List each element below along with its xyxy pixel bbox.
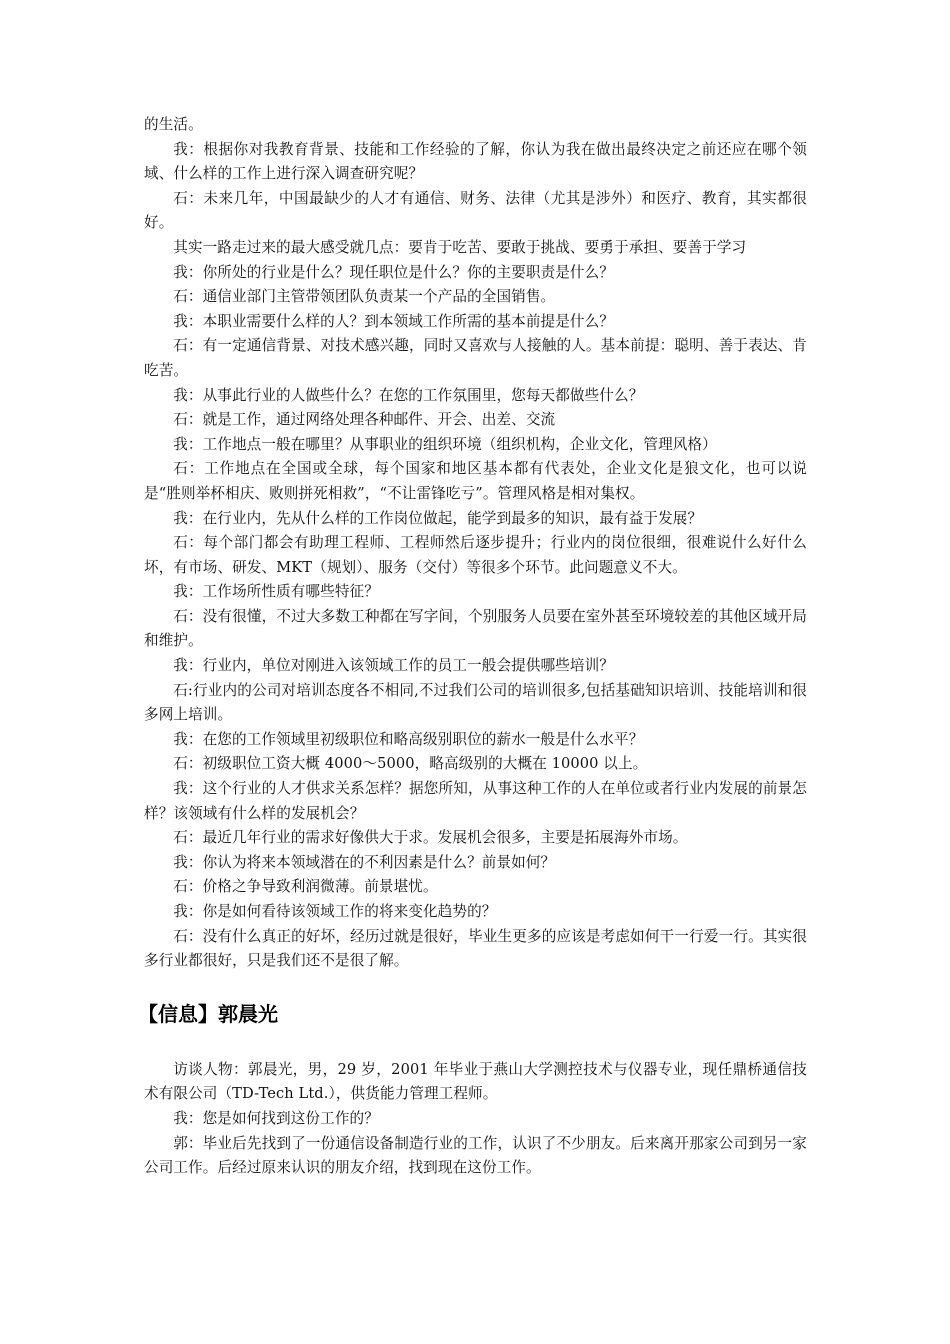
paragraph: 我：您是如何找到这份工作的？ — [173, 1109, 379, 1127]
paragraph: 石：最近几年行业的需求好像供大于求。发展机会很多，主要是拓展海外市场。 — [173, 829, 688, 847]
paragraph: 石：没有什么真正的好坏，经历过就是很好，毕业生更多的应该是考虑如何干一行爱一行。其实很多行业都很好，只是我们还不是很了解。 — [144, 927, 807, 970]
paragraph: 我：你所处的行业是什么？现任职位是什么？你的主要职责是什么？ — [173, 263, 615, 281]
paragraph: 石：就是工作，通过网络处理各种邮件、开会、出差、交流 — [173, 411, 556, 429]
paragraph: 我：你认为将来本领域潜在的不利因素是什么？前景如何？ — [173, 853, 556, 871]
paragraph: 石：每个部门都会有助理工程师、工程师然后逐步提升；行业内的岗位很细，很难说什么好什么坏，有市场、研发、MKT（规划）、服务（交付）等很多个环节。此问题意义不大。 — [144, 534, 807, 576]
paragraph: 我：工作场所性质有哪些特征？ — [173, 583, 379, 601]
paragraph: 的生活。 — [144, 116, 203, 133]
paragraph: 石：没有很懂，不过大多数工种都在写字间，个别服务人员要在室外甚至环境较差的其他区域开局和维护。 — [144, 607, 807, 650]
paragraph: 郭：毕业后先找到了一份通信设备制造行业的工作，认识了不少朋友。后来离开那家公司到另一家公司工作。后经过原来认识的朋友介绍，找到现在这份工作。 — [144, 1134, 807, 1177]
paragraph: 其实一路走过来的最大感受就几点：要肯于吃苦、要敢于挑战、要勇于承担、要善于学习 — [173, 238, 747, 256]
interview-section-shi — [144, 113, 807, 974]
paragraph: 我：这个行业的人才供求关系怎样？据您所知，从事这种工作的人在单位或者行业内发展的前景怎样？该领域有什么样的发展机会？ — [144, 780, 807, 822]
paragraph: 我：本职业需要什么样的人？到本领域工作所需的基本前提是什么？ — [173, 312, 615, 330]
document-body — [138, 113, 807, 1181]
paragraph: 石：价格之争导致利润微薄。前景堪忧。 — [173, 878, 438, 896]
paragraph: 我：在行业内，先从什么样的工作岗位做起，能学到最多的知识，最有益于发展？ — [173, 509, 703, 527]
paragraph: 石：初级职位工资大概 4000～5000，略高级别的大概在 10000 以上。 — [173, 755, 648, 773]
paragraph: 我：工作地点一般在哪里？从事职业的组织环境（组织机构，企业文化，管理风格） — [173, 435, 717, 453]
paragraph: 石：有一定通信背景、对技术感兴趣，同时又喜欢与人接触的人。基本前提：聪明、善于表达、肯吃苦。 — [144, 337, 807, 379]
section-spacer — [144, 1028, 807, 1058]
paragraph: 石：工作地点在全国或全球，每个国家和地区基本都有代表处，企业文化是狼文化，也可以说是“胜则举杯相庆、败则拼死相救”，“不让雷锋吃亏”。管理风格是相对集权。 — [144, 460, 807, 502]
paragraph: 我：你是如何看待该领域工作的将来变化趋势的？ — [173, 903, 497, 920]
paragraph: 我：根据你对我教育背景、技能和工作经验的了解，你认为我在做出最终决定之前还应在哪个领域、什么样的工作上进行深入调查研究呢？ — [144, 140, 807, 183]
paragraph: 我：在您的工作领域里初级职位和略高级别职位的薪水一般是什么水平？ — [173, 730, 644, 748]
paragraph: 石：通信业部门主管带领团队负责某一个产品的全国销售。 — [173, 288, 556, 306]
paragraph: 我：行业内，单位对刚进入该领域工作的员工一般会提供哪些培训？ — [173, 657, 615, 675]
interview-section-guo — [144, 1058, 807, 1181]
paragraph: 石：未来几年，中国最缺少的人才有通信、财务、法律（尤其是涉外）和医疗、教育，其实都很好。 — [144, 189, 807, 232]
paragraph: 访谈人物：郭晨光，男，29 岁，2001 年毕业于燕山大学测控技术与仪器专业，现任鼎桥通信技术有限公司（TD-Tech Ltd.），供货能力管理工程师。 — [144, 1060, 807, 1103]
paragraph: 我：从事此行业的人做些什么？在您的工作氛围里，您每天都做些什么？ — [173, 386, 644, 404]
section-title: 【信息】郭晨光 — [138, 1001, 278, 1026]
paragraph: 石:行业内的公司对培训态度各不相同,不过我们公司的培训很多,包括基础知识培训、技能培训和很多网上培训。 — [144, 681, 807, 724]
